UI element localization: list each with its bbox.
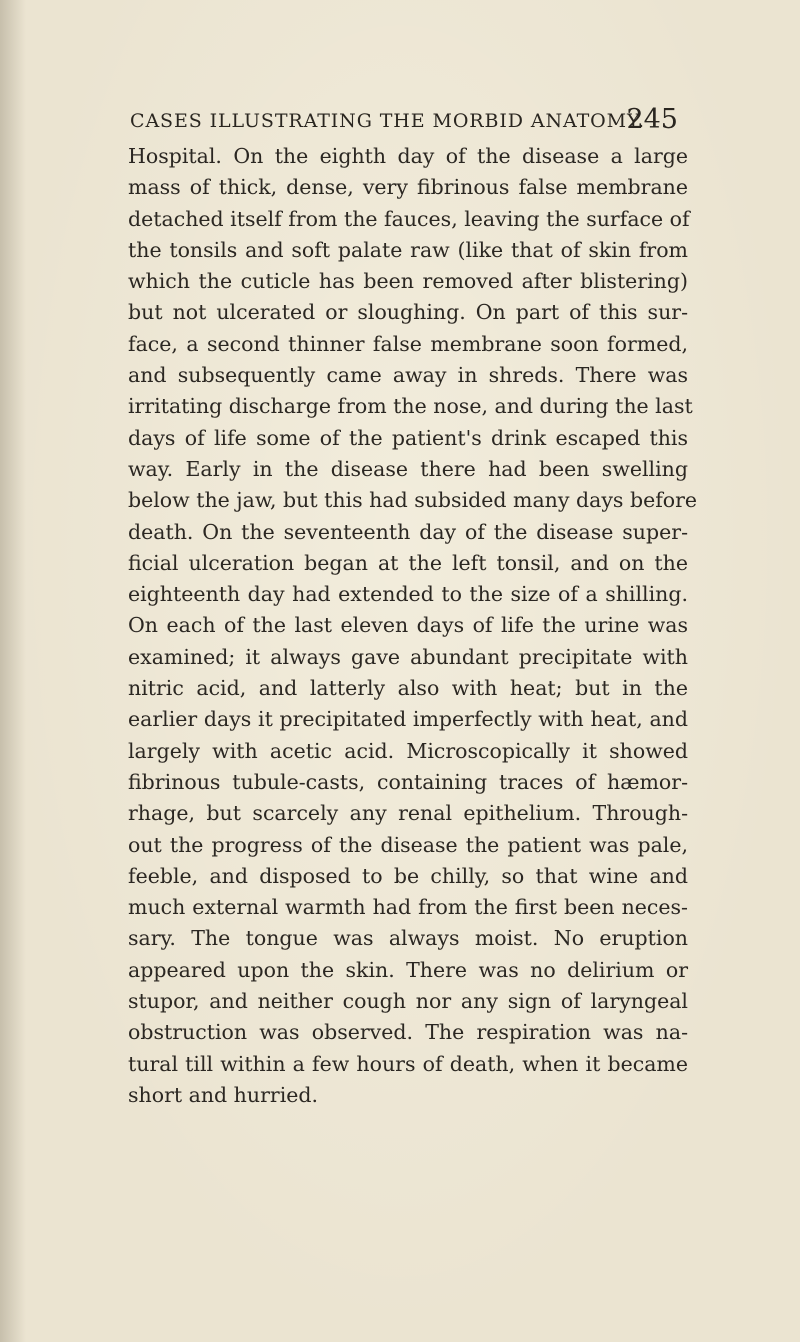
body-paragraph xyxy=(128,141,698,1111)
text-line: and subsequently came away in shreds. There was xyxy=(128,363,688,388)
text-line: death. On the seventeenth day of the disease super- xyxy=(128,519,688,544)
text-line: eighteenth day had extended to the size of a shilling. xyxy=(128,582,688,607)
text-line: short and hurried. xyxy=(128,1082,319,1107)
running-title: CASES ILLUSTRATING THE MORBID ANATOMY. xyxy=(130,110,645,132)
text-line: rhage, but scarcely any renal epithelium. Through- xyxy=(128,801,688,826)
text-line: much external warmth had from the first been neces- xyxy=(128,895,688,920)
text-line: out the progress of the disease the patient was pale, xyxy=(128,832,688,857)
text-line: tural till within a few hours of death, when it became xyxy=(128,1051,688,1076)
text-line: face, a second thinner false membrane soon formed, xyxy=(128,331,688,356)
text-line: below the jaw, but this had subsided many days before xyxy=(128,488,698,513)
text-line: sary. The tongue was always moist. No eruption xyxy=(128,926,688,951)
text-line: appeared upon the skin. There was no delirium or xyxy=(128,957,688,982)
text-line: fibrinous tubule-casts, containing traces of hæmor- xyxy=(128,769,688,794)
text-line: way. Early in the disease there had been swelling xyxy=(128,456,688,481)
text-line: detached itself from the fauces, leaving the surface of xyxy=(128,206,690,231)
text-line: ficial ulceration began at the left tonsil, and on the xyxy=(128,550,688,575)
text-line: nitric acid, and latterly also with heat; but in the xyxy=(128,676,688,701)
text-line: largely with acetic acid. Microscopically it showed xyxy=(128,738,688,763)
text-line: mass of thick, dense, very fibrinous false membrane xyxy=(128,175,688,200)
text-line: earlier days it precipitated imperfectly with heat, and xyxy=(128,707,688,732)
page-number: 245 xyxy=(626,104,678,135)
text-line: On each of the last eleven days of life the urine was xyxy=(128,613,688,638)
running-head xyxy=(130,104,678,140)
text-line: stupor, and neither cough nor any sign of laryngeal xyxy=(128,989,688,1014)
text-line: feeble, and disposed to be chilly, so that wine and xyxy=(128,863,688,888)
gutter-shadow xyxy=(0,0,26,1342)
text-line: but not ulcerated or sloughing. On part of this sur- xyxy=(128,300,688,325)
text-line: obstruction was observed. The respiration was na- xyxy=(128,1020,688,1045)
text-line: Hospital. On the eighth day of the disease a large xyxy=(128,144,688,168)
text-line: examined; it always gave abundant precipitate with xyxy=(128,644,688,669)
text-line: which the cuticle has been removed after blistering) xyxy=(128,269,688,294)
text-line: irritating discharge from the nose, and during the last xyxy=(128,394,693,419)
text-line: the tonsils and soft palate raw (like that of skin from xyxy=(128,237,688,262)
text-line: days of life some of the patient's drink escaped this xyxy=(128,425,688,450)
